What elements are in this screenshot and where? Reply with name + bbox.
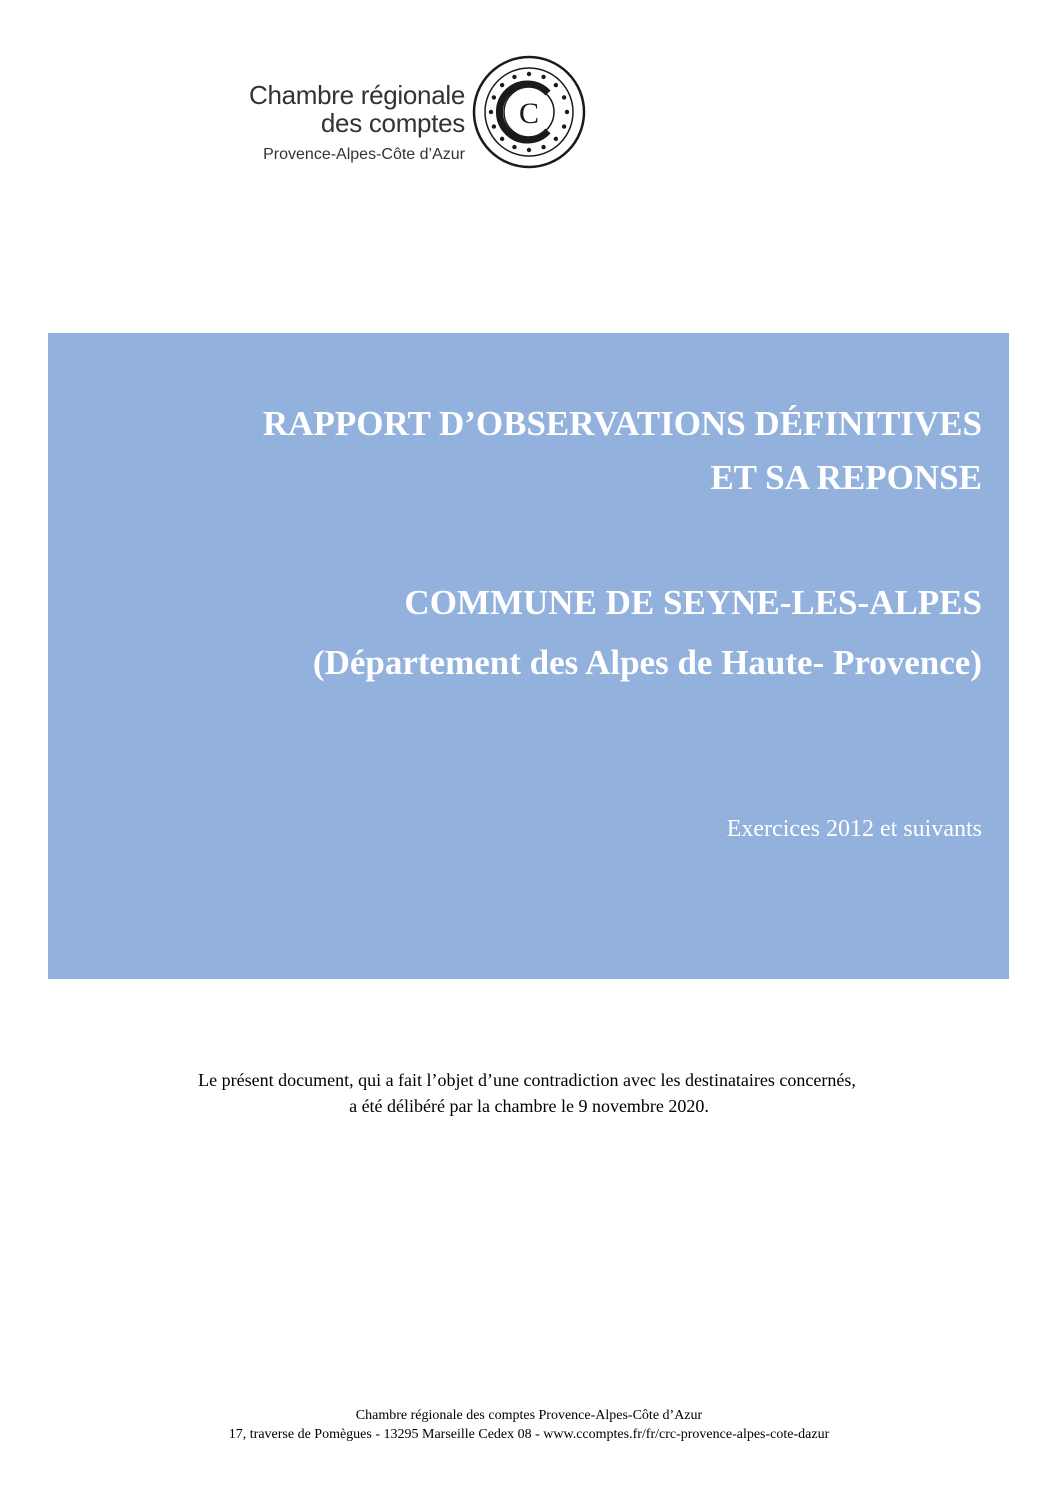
report-subject-line2: (Département des Alpes de Haute- Provence) bbox=[312, 643, 982, 682]
seal-dot bbox=[541, 145, 545, 149]
report-period: Exercices 2012 et suivants bbox=[726, 816, 982, 842]
seal-dot bbox=[565, 110, 569, 114]
seal-dot bbox=[500, 83, 504, 87]
seal-dot bbox=[527, 72, 531, 76]
seal-dot bbox=[562, 95, 566, 99]
seal-letter: C bbox=[518, 97, 540, 130]
seal-dot bbox=[492, 95, 496, 99]
seal-dot bbox=[554, 83, 558, 87]
seal-dot bbox=[500, 137, 504, 141]
footer-org-name: Chambre régionale des comptes Provence-Alpes-Côte d’Azur bbox=[355, 1408, 703, 1423]
report-title-line2: ET SA REPONSE bbox=[710, 458, 982, 497]
deliberation-notice-line2: a été délibéré par la chambre le 9 novembre 2020. bbox=[349, 1096, 709, 1116]
org-name-line2: des comptes bbox=[320, 108, 465, 138]
seal-dot bbox=[512, 75, 516, 79]
seal-dot bbox=[527, 148, 531, 152]
org-name-line1: Chambre régionale bbox=[248, 80, 465, 110]
report-title-line1: RAPPORT D’OBSERVATIONS DÉFINITIVES bbox=[262, 404, 982, 443]
seal-dot bbox=[562, 124, 566, 128]
seal-dot bbox=[541, 75, 545, 79]
court-of-accounts-seal-icon bbox=[472, 55, 586, 169]
org-region: Provence-Alpes-Côte d’Azur bbox=[263, 146, 465, 163]
seal-dot bbox=[489, 110, 493, 114]
deliberation-notice-line1: Le présent document, qui a fait l’objet d’une contradiction avec les destinataires concernés, bbox=[198, 1070, 856, 1090]
report-subject-line1: COMMUNE DE SEYNE-LES-ALPES bbox=[404, 583, 982, 622]
seal-dot bbox=[512, 145, 516, 149]
seal-dot bbox=[554, 137, 558, 141]
seal-dot bbox=[492, 124, 496, 128]
footer-address: 17, traverse de Pomègues - 13295 Marseille Cedex 08 - www.ccomptes.fr/fr/crc-provence-alpes-cote-dazur bbox=[228, 1427, 830, 1442]
